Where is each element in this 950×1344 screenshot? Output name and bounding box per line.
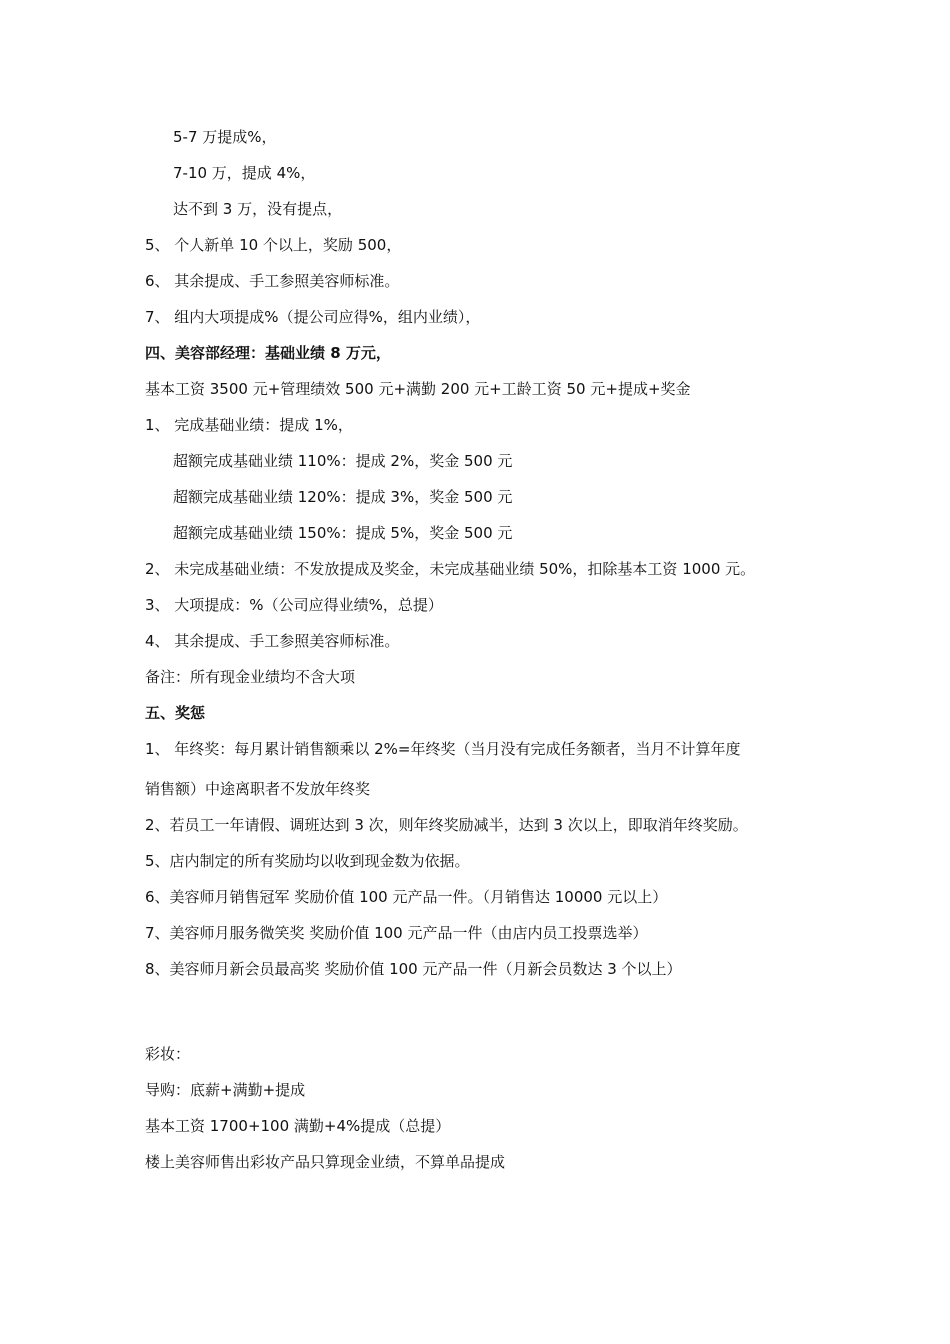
list-item: 5、 个人新单 10 个以上，奖励 500， <box>145 236 402 254</box>
list-item: 6、美容师月销售冠军 奖励价值 100 元产品一件。（月销售达 10000 元以上） <box>145 888 668 906</box>
text-line: 超额完成基础业绩 120%：提成 3%，奖金 500 元 <box>173 488 513 506</box>
list-item: 2、若员工一年请假、调班达到 3 次，则年终奖励减半，达到 3 次以上，即取消年终奖励。 <box>145 816 748 834</box>
section-heading: 五、奖惩 <box>145 704 206 722</box>
list-item: 7、 组内大项提成%（提公司应得%，组内业绩）， <box>145 308 481 326</box>
text-line: 7-10 万，提成 4%， <box>173 164 316 182</box>
note-line: 备注：所有现金业绩均不含大项 <box>145 668 356 686</box>
subsection-label: 彩妆： <box>145 1045 191 1063</box>
text-line: 导购：底薪+满勤+提成 <box>145 1081 306 1099</box>
list-item: 8、美容师月新会员最高奖 奖励价值 100 元产品一件（月新会员数达 3 个以上） <box>145 960 682 978</box>
section-heading: 四、美容部经理：基础业绩 8 万元， <box>145 344 391 362</box>
text-line: 5-7 万提成%， <box>173 128 277 146</box>
list-item: 5、店内制定的所有奖励均以收到现金数为依据。 <box>145 852 470 870</box>
list-item: 6、 其余提成、手工参照美容师标准。 <box>145 272 400 290</box>
text-line: 基本工资 1700+100 满勤+4%提成（总提） <box>145 1117 451 1135</box>
text-line: 基本工资 3500 元+管理绩效 500 元+满勤 200 元+工龄工资 50 元+提成+奖金 <box>145 380 691 398</box>
list-item: 7、美容师月服务微笑奖 奖励价值 100 元产品一件（由店内员工投票选举） <box>145 924 648 942</box>
list-item: 3、 大项提成：%（公司应得业绩%，总提） <box>145 596 443 614</box>
text-line: 超额完成基础业绩 150%：提成 5%，奖金 500 元 <box>173 524 513 542</box>
list-item: 1、 完成基础业绩：提成 1%， <box>145 416 353 434</box>
list-item: 1、 年终奖：每月累计销售额乘以 2%=年终奖（当月没有完成任务额者，当月不计算年度 <box>145 740 741 758</box>
text-line: 超额完成基础业绩 110%：提成 2%，奖金 500 元 <box>173 452 513 470</box>
text-line: 销售额）中途离职者不发放年终奖 <box>145 780 371 798</box>
list-item: 2、 未完成基础业绩：不发放提成及奖金，未完成基础业绩 50%，扣除基本工资 1000 元。 <box>145 560 756 578</box>
list-item: 4、 其余提成、手工参照美容师标准。 <box>145 632 400 650</box>
text-line: 达不到 3 万，没有提点， <box>173 200 343 218</box>
text-line: 楼上美容师售出彩妆产品只算现金业绩，不算单品提成 <box>145 1153 506 1171</box>
